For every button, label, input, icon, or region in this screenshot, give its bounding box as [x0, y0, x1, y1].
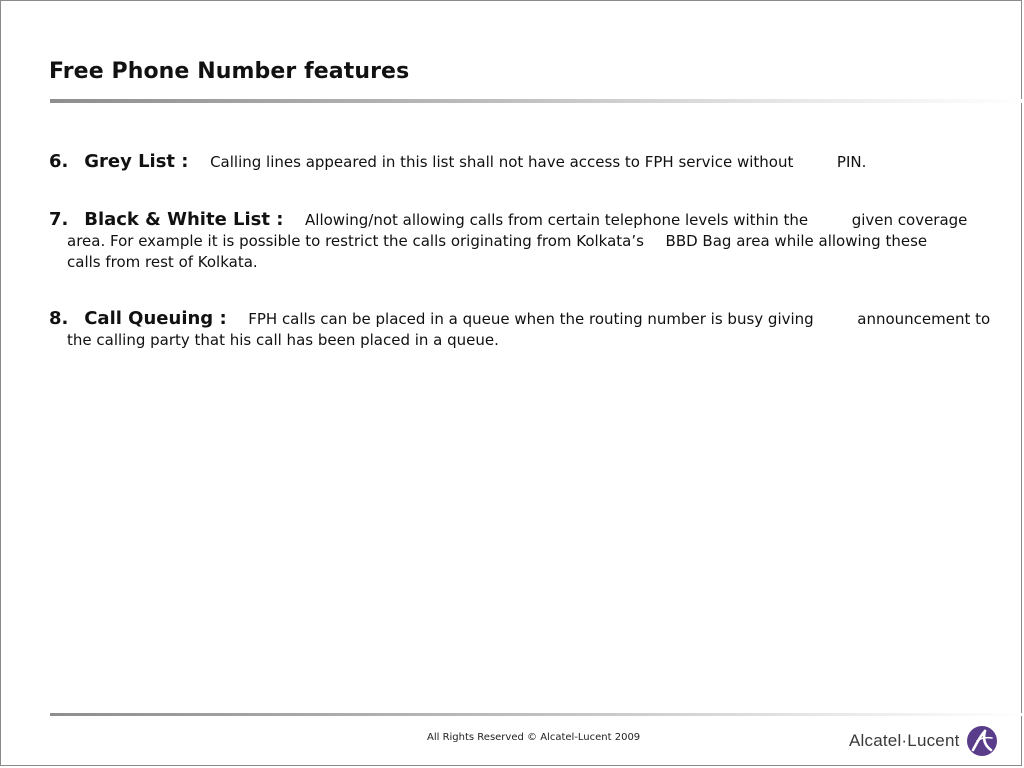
alcatel-lucent-logo-icon — [966, 725, 998, 757]
footer-divider — [50, 713, 1024, 716]
feature-number: 7. — [49, 209, 69, 230]
feature-line — [49, 209, 979, 231]
feature-line — [49, 330, 979, 351]
feature-text: announcement to — [857, 310, 991, 328]
title-divider — [50, 99, 1024, 103]
feature-text: BBD Bag area while allowing these — [665, 232, 928, 250]
feature-lead: Call Queuing : — [84, 308, 227, 329]
feature-line — [49, 308, 991, 330]
feature-text: calls from rest of Kolkata. — [67, 253, 258, 271]
feature-number: 6. — [49, 151, 69, 172]
feature-number: 8. — [49, 308, 69, 329]
feature-lead: Black & White List : — [84, 209, 284, 230]
feature-line — [49, 151, 979, 173]
brand-logo — [849, 723, 998, 759]
feature-item-grey-list — [49, 151, 979, 173]
feature-text: FPH calls can be placed in a queue when the routing number is busy giving — [248, 310, 814, 328]
slide-title: Free Phone Number features — [49, 59, 410, 84]
feature-text: the calling party that his call has been placed in a queue. — [67, 331, 499, 349]
feature-lead: Grey List : — [84, 151, 189, 172]
feature-text: area. For example it is possible to restrict the calls originating from Kolkata’s — [67, 232, 644, 250]
feature-line — [49, 252, 979, 273]
logo-text: Alcatel·Lucent — [849, 731, 960, 750]
feature-line — [49, 231, 979, 252]
feature-text: Calling lines appeared in this list shall not have access to FPH service without — [210, 153, 794, 171]
feature-text: Allowing/not allowing calls from certain telephone levels within the — [305, 211, 809, 229]
feature-text: given coverage — [851, 211, 968, 229]
feature-item-black-white-list — [49, 209, 979, 273]
feature-text: PIN. — [836, 153, 867, 171]
footer-copyright: All Rights Reserved © Alcatel-Lucent 2009 — [427, 732, 641, 743]
feature-item-call-queuing — [49, 308, 991, 351]
